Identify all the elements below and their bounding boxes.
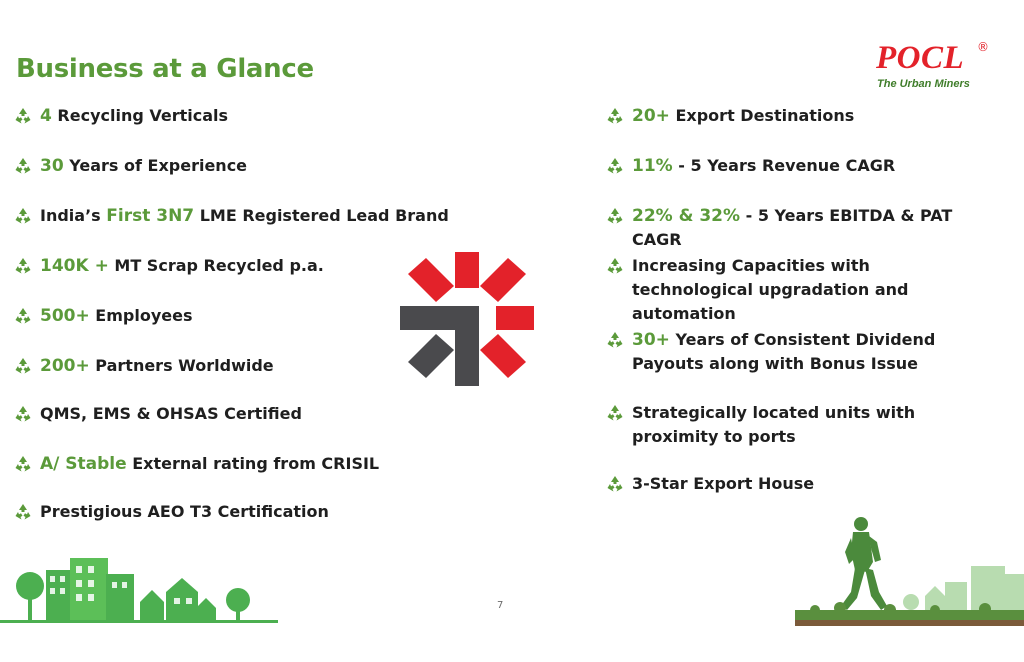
recycle-icon — [14, 307, 32, 325]
recycle-icon — [14, 107, 32, 125]
list-item — [606, 328, 992, 376]
item-text: 30+ Years of Consistent Dividend Payouts along with Bonus Issue — [632, 330, 936, 373]
item-text: Strategically located units with proximity to ports — [632, 403, 916, 446]
recycle-icon — [606, 257, 624, 275]
recycle-icon — [14, 405, 32, 423]
registered-mark: ® — [977, 40, 989, 54]
list-item — [606, 104, 1002, 128]
item-text: A/ Stable External rating from CRISIL — [40, 454, 380, 474]
item-text: Prestigious AEO T3 Certification — [40, 502, 329, 521]
logo-wordmark: POCL — [876, 40, 965, 76]
item-text: 4 Recycling Verticals — [40, 106, 229, 126]
item-text: 22% & 32% - 5 Years EBITDA & PAT CAGR — [632, 206, 953, 249]
item-text: 500+ Employees — [40, 306, 193, 326]
list-item — [14, 104, 228, 128]
list-item — [606, 254, 977, 326]
item-text: 140K + MT Scrap Recycled p.a. — [40, 256, 324, 276]
recycle-icon — [14, 207, 32, 225]
list-item — [14, 304, 193, 328]
page-title: Business at a Glance — [16, 54, 314, 84]
recycle-icon — [606, 157, 624, 175]
recycle-icon — [14, 503, 32, 521]
item-text: 200+ Partners Worldwide — [40, 356, 274, 376]
walking-person-illustration — [795, 512, 1024, 626]
list-item — [606, 204, 1002, 252]
list-item — [14, 154, 247, 178]
item-text: Increasing Capacities with technological upgradation and automation — [632, 256, 909, 323]
recycle-icon — [606, 107, 624, 125]
item-text: India’s First 3N7 LME Registered Lead Brand — [40, 206, 449, 226]
item-text: 20+ Export Destinations — [632, 106, 855, 126]
list-item — [14, 500, 329, 524]
item-text: 11% - 5 Years Revenue CAGR — [632, 156, 896, 176]
recycle-icon — [14, 357, 32, 375]
recycle-icon — [606, 331, 624, 349]
pocl-logo — [872, 40, 1002, 96]
list-item — [14, 204, 449, 228]
item-text: 3-Star Export House — [632, 474, 815, 493]
list-item — [606, 472, 1002, 496]
list-item — [14, 452, 379, 476]
city-skyline-illustration — [0, 552, 278, 626]
item-text: 30 Years of Experience — [40, 156, 248, 176]
page-number: 7 — [497, 600, 504, 611]
recycle-icon — [14, 257, 32, 275]
logo-tagline: The Urban Miners — [877, 78, 970, 90]
list-item — [14, 254, 324, 278]
list-item — [606, 154, 1002, 178]
recycle-icon — [14, 455, 32, 473]
asterisk-logo-graphic — [396, 246, 538, 390]
list-item — [14, 354, 274, 378]
recycle-icon — [606, 404, 624, 422]
list-item — [14, 402, 302, 426]
recycle-icon — [14, 157, 32, 175]
list-item — [606, 401, 1000, 449]
recycle-icon — [606, 207, 624, 225]
recycle-icon — [606, 475, 624, 493]
item-text: QMS, EMS & OHSAS Certified — [40, 404, 302, 423]
